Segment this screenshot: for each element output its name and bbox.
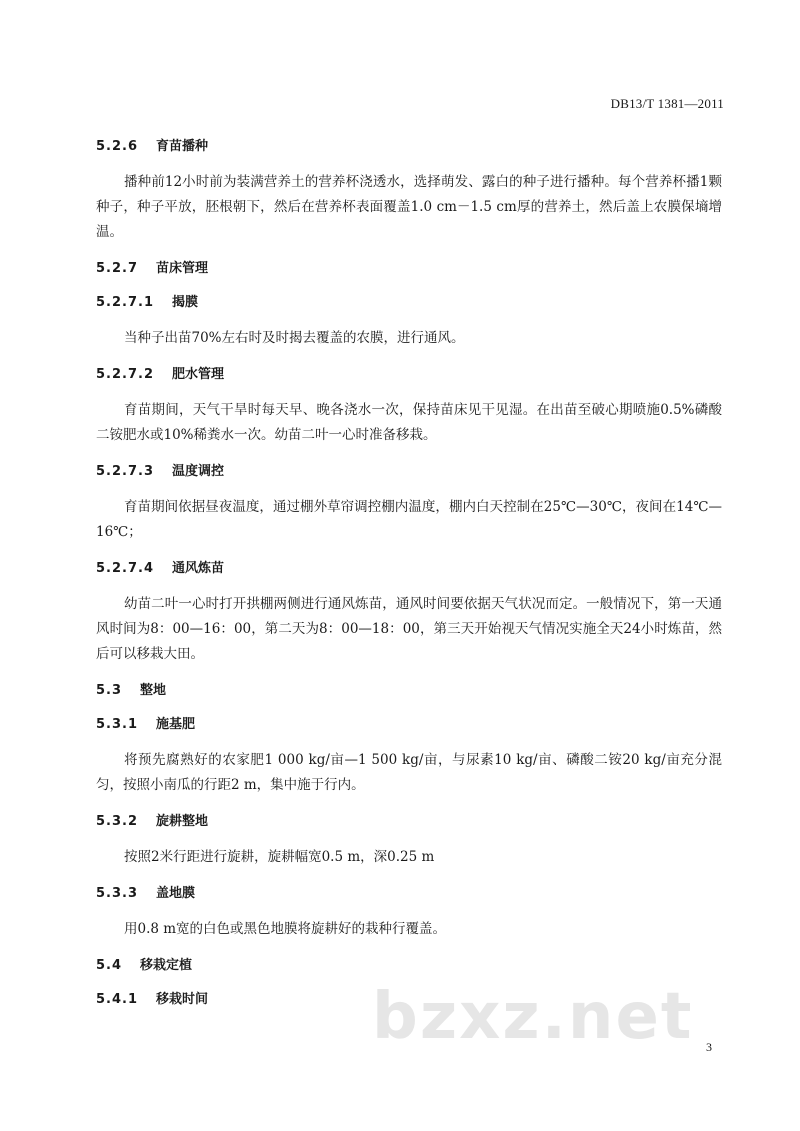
section-number: 5.2.7 xyxy=(96,261,139,276)
section-title: 移栽时间 xyxy=(156,992,209,1007)
section-number: 5.2.7.2 xyxy=(96,367,154,382)
section-heading xyxy=(96,955,722,976)
section-heading xyxy=(96,558,722,579)
section-heading xyxy=(96,292,722,313)
page-number: 3 xyxy=(706,1040,712,1054)
section-number: 5.3.2 xyxy=(96,814,139,829)
section-title: 苗床管理 xyxy=(156,261,209,276)
section-number: 5.3.3 xyxy=(96,886,139,901)
document-code: DB13/T 1381—2011 xyxy=(610,96,724,111)
paragraph: 将预先腐熟好的农家肥1 000 kg/亩—1 500 kg/亩，与尿素10 kg/亩、磷酸二铵20 kg/亩充分混匀，按照小南瓜的行距2 m，集中施于行内。 xyxy=(96,752,722,793)
section-title: 温度调控 xyxy=(172,464,225,479)
section-title: 旋耕整地 xyxy=(156,814,209,829)
section-number: 5.3 xyxy=(96,683,123,698)
paragraph: 当种子出苗70%左右时及时揭去覆盖的农膜，进行通风。 xyxy=(124,330,465,346)
section-title: 育苗播种 xyxy=(156,139,209,154)
paragraph: 按照2米行距进行旋耕，旋耕幅宽0.5 m，深0.25 m xyxy=(124,849,435,865)
section-number: 5.2.7.4 xyxy=(96,561,154,576)
section-heading xyxy=(96,811,722,832)
section-title: 肥水管理 xyxy=(172,367,225,382)
section-heading xyxy=(96,883,722,904)
paragraph: 用0.8 m宽的白色或黑色地膜将旋耕好的栽种行覆盖。 xyxy=(124,921,447,937)
section-heading xyxy=(96,364,722,385)
section-number: 5.4.1 xyxy=(96,992,139,1007)
section-title: 揭膜 xyxy=(172,295,199,310)
document-body xyxy=(96,136,722,1023)
paragraph: 播种前12小时前为装满营养土的营养杯浇透水，选择萌发、露白的种子进行播种。每个营养杯播1颗种子，种子平放，胚根朝下，然后在营养杯表面覆盖1.0 cm－1.5 cm厚的营养土，然后盖上农膜保墒增温。 xyxy=(96,174,722,240)
section-heading xyxy=(96,714,722,735)
section-number: 5.2.7.3 xyxy=(96,464,154,479)
section-number: 5.4 xyxy=(96,958,123,973)
section-title: 盖地膜 xyxy=(156,886,196,901)
section-heading xyxy=(96,258,722,279)
section-number: 5.2.7.1 xyxy=(96,295,154,310)
section-title: 施基肥 xyxy=(156,717,196,732)
section-title: 整地 xyxy=(140,683,167,698)
section-heading xyxy=(96,136,722,157)
watermark: bzxz.net xyxy=(372,980,694,1054)
section-title: 移栽定植 xyxy=(140,958,193,973)
section-number: 5.3.1 xyxy=(96,717,139,732)
paragraph: 育苗期间，天气干旱时每天早、晚各浇水一次，保持苗床见干见湿。在出苗至破心期喷施0.5%磷酸二铵肥水或10%稀粪水一次。幼苗二叶一心时准备移栽。 xyxy=(96,402,722,443)
section-heading xyxy=(96,461,722,482)
section-heading xyxy=(96,680,722,701)
paragraph: 育苗期间依据昼夜温度，通过棚外草帘调控棚内温度，棚内白天控制在25℃—30℃，夜间在14℃—16℃； xyxy=(96,499,722,540)
paragraph: 幼苗二叶一心时打开拱棚两侧进行通风炼苗，通风时间要依据天气状况而定。一般情况下，第一天通风时间为8：00—16：00，第二天为8：00—18：00，第三天开始视天气情况实施全天24小时炼苗，然后可以移栽大田。 xyxy=(96,596,722,662)
section-number: 5.2.6 xyxy=(96,139,139,154)
section-title: 通风炼苗 xyxy=(172,561,225,576)
